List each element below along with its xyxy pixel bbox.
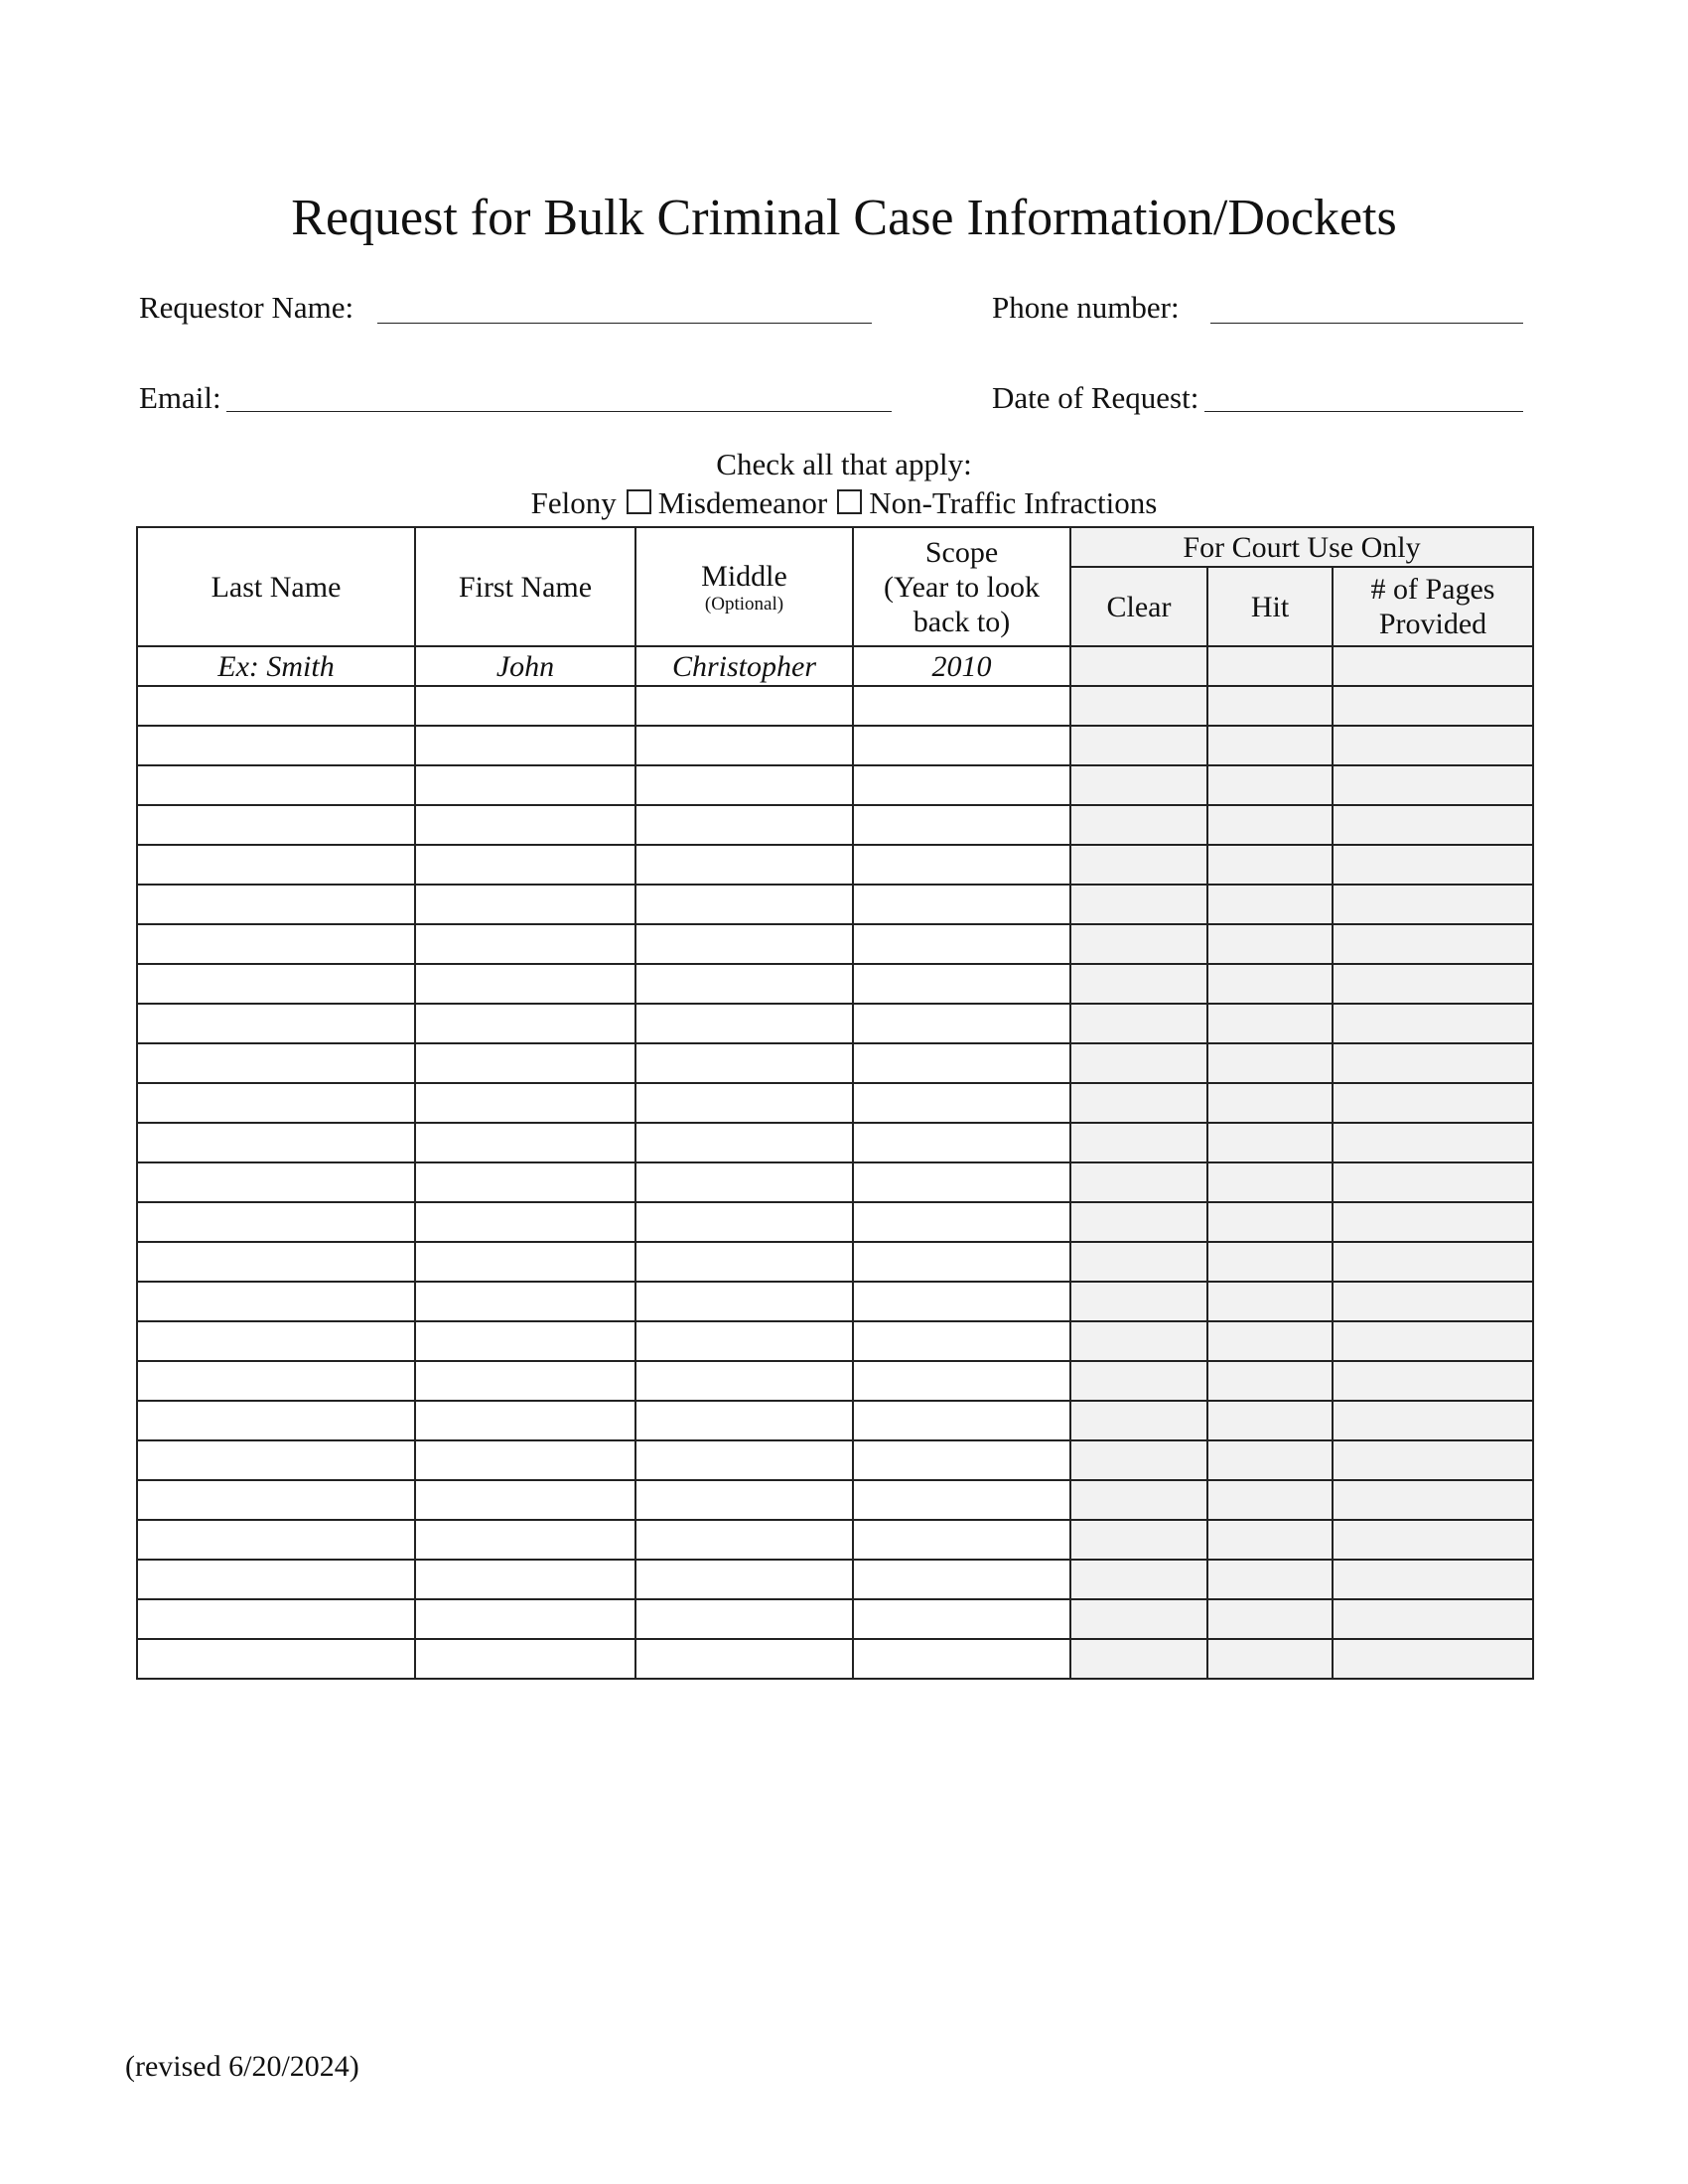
clear-cell — [1070, 1242, 1207, 1282]
first-name-cell[interactable] — [415, 1440, 635, 1480]
hit-cell — [1207, 1321, 1333, 1361]
example-scope: 2010 — [853, 646, 1070, 686]
scope-cell[interactable] — [853, 1599, 1070, 1639]
first-name-cell[interactable] — [415, 686, 635, 726]
scope-cell[interactable] — [853, 1043, 1070, 1083]
clear-cell — [1070, 1282, 1207, 1321]
last-name-cell[interactable] — [137, 845, 415, 885]
scope-cell[interactable] — [853, 805, 1070, 845]
first-name-cell[interactable] — [415, 1123, 635, 1162]
last-name-cell[interactable] — [137, 1242, 415, 1282]
clear-cell — [1070, 1083, 1207, 1123]
hit-cell — [1207, 1242, 1333, 1282]
clear-cell — [1070, 765, 1207, 805]
pages-cell — [1333, 1480, 1533, 1520]
hit-cell — [1207, 1401, 1333, 1440]
example-first-name: John — [415, 646, 635, 686]
pages-cell — [1333, 1162, 1533, 1202]
case-type-options — [0, 484, 1688, 522]
table-row — [137, 924, 1533, 964]
last-name-cell[interactable] — [137, 1043, 415, 1083]
hit-cell — [1207, 1004, 1333, 1043]
scope-cell[interactable] — [853, 1560, 1070, 1599]
pages-cell — [1333, 1043, 1533, 1083]
scope-cell[interactable] — [853, 765, 1070, 805]
scope-cell[interactable] — [853, 1083, 1070, 1123]
pages-cell — [1333, 885, 1533, 924]
phone-number-field[interactable] — [1210, 323, 1523, 324]
middle-cell[interactable] — [635, 805, 853, 845]
example-last-name: Ex: Smith — [137, 646, 415, 686]
clear-cell — [1070, 1321, 1207, 1361]
middle-cell[interactable] — [635, 1083, 853, 1123]
middle-cell[interactable] — [635, 964, 853, 1004]
pages-cell — [1333, 1599, 1533, 1639]
first-name-cell[interactable] — [415, 1639, 635, 1679]
table-row — [137, 1321, 1533, 1361]
first-name-cell[interactable] — [415, 1599, 635, 1639]
first-name-cell[interactable] — [415, 964, 635, 1004]
clear-cell — [1070, 845, 1207, 885]
felony-label: Felony — [530, 485, 617, 520]
last-name-cell[interactable] — [137, 805, 415, 845]
scope-cell[interactable] — [853, 1520, 1070, 1560]
table-row — [137, 805, 1533, 845]
header-pages-line1: # of Pages — [1370, 573, 1495, 606]
hit-cell — [1207, 1202, 1333, 1242]
first-name-cell[interactable] — [415, 1520, 635, 1560]
first-name-cell[interactable] — [415, 1242, 635, 1282]
scope-cell[interactable] — [853, 1639, 1070, 1679]
clear-cell — [1070, 1639, 1207, 1679]
hit-cell — [1207, 1520, 1333, 1560]
last-name-cell[interactable] — [137, 1599, 415, 1639]
middle-cell[interactable] — [635, 1004, 853, 1043]
scope-cell[interactable] — [853, 1004, 1070, 1043]
example-pages-cell — [1333, 646, 1533, 686]
table-row — [137, 765, 1533, 805]
first-name-cell[interactable] — [415, 765, 635, 805]
pages-cell — [1333, 726, 1533, 765]
scope-cell[interactable] — [853, 1242, 1070, 1282]
header-clear: Clear — [1070, 567, 1207, 646]
clear-cell — [1070, 726, 1207, 765]
middle-cell[interactable] — [635, 1242, 853, 1282]
clear-cell — [1070, 1202, 1207, 1242]
hit-cell — [1207, 924, 1333, 964]
middle-cell[interactable] — [635, 1282, 853, 1321]
table-row — [137, 726, 1533, 765]
clear-cell — [1070, 1004, 1207, 1043]
first-name-cell[interactable] — [415, 1401, 635, 1440]
clear-cell — [1070, 1560, 1207, 1599]
revised-date: (revised 6/20/2024) — [125, 2050, 359, 2083]
email-field[interactable] — [226, 411, 892, 412]
table-row — [137, 845, 1533, 885]
date-of-request-label: Date of Request: — [992, 380, 1199, 415]
header-middle-note: (Optional) — [704, 593, 784, 614]
scope-cell[interactable] — [853, 726, 1070, 765]
example-row — [137, 646, 1533, 686]
non-traffic-infractions-checkbox[interactable] — [837, 489, 862, 514]
scope-cell[interactable] — [853, 1321, 1070, 1361]
table-row — [137, 1480, 1533, 1520]
hit-cell — [1207, 686, 1333, 726]
table-row — [137, 1202, 1533, 1242]
hit-cell — [1207, 1043, 1333, 1083]
table-row — [137, 1043, 1533, 1083]
first-name-cell[interactable] — [415, 1282, 635, 1321]
pages-cell — [1333, 1560, 1533, 1599]
header-scope-line1: Scope — [924, 535, 999, 569]
misdemeanor-checkbox[interactable] — [627, 489, 651, 514]
clear-cell — [1070, 1162, 1207, 1202]
pages-cell — [1333, 924, 1533, 964]
last-name-cell[interactable] — [137, 1083, 415, 1123]
example-middle: Christopher — [635, 646, 853, 686]
last-name-cell[interactable] — [137, 1282, 415, 1321]
table-row — [137, 1361, 1533, 1401]
first-name-cell[interactable] — [415, 845, 635, 885]
email-label: Email: — [139, 380, 221, 415]
table-row — [137, 964, 1533, 1004]
hit-cell — [1207, 845, 1333, 885]
header-pages-provided — [1333, 567, 1533, 646]
example-hit-cell — [1207, 646, 1333, 686]
non-traffic-infractions-label: Non-Traffic Infractions — [869, 485, 1158, 520]
hit-cell — [1207, 1083, 1333, 1123]
last-name-cell[interactable] — [137, 765, 415, 805]
scope-cell[interactable] — [853, 964, 1070, 1004]
hit-cell — [1207, 1440, 1333, 1480]
scope-cell[interactable] — [853, 1162, 1070, 1202]
clear-cell — [1070, 885, 1207, 924]
table-row — [137, 1520, 1533, 1560]
scope-cell[interactable] — [853, 845, 1070, 885]
table-row — [137, 1282, 1533, 1321]
first-name-cell[interactable] — [415, 1202, 635, 1242]
first-name-cell[interactable] — [415, 924, 635, 964]
header-scope-line3: back to) — [913, 605, 1011, 638]
hit-cell — [1207, 1282, 1333, 1321]
table-row — [137, 1123, 1533, 1162]
middle-cell[interactable] — [635, 1123, 853, 1162]
middle-cell[interactable] — [635, 1440, 853, 1480]
last-name-cell[interactable] — [137, 1480, 415, 1520]
clear-cell — [1070, 805, 1207, 845]
clear-cell — [1070, 1043, 1207, 1083]
middle-cell[interactable] — [635, 1639, 853, 1679]
last-name-cell[interactable] — [137, 924, 415, 964]
header-court-use-only: For Court Use Only — [1070, 527, 1533, 567]
clear-cell — [1070, 686, 1207, 726]
last-name-cell[interactable] — [137, 1639, 415, 1679]
last-name-cell[interactable] — [137, 1440, 415, 1480]
pages-cell — [1333, 1282, 1533, 1321]
last-name-cell[interactable] — [137, 1361, 415, 1401]
clear-cell — [1070, 1599, 1207, 1639]
first-name-cell[interactable] — [415, 726, 635, 765]
table-row — [137, 1083, 1533, 1123]
scope-cell[interactable] — [853, 686, 1070, 726]
phone-number-label: Phone number: — [992, 290, 1180, 325]
clear-cell — [1070, 924, 1207, 964]
table-row — [137, 1162, 1533, 1202]
table-row — [137, 1440, 1533, 1480]
last-name-cell[interactable] — [137, 726, 415, 765]
middle-cell[interactable] — [635, 726, 853, 765]
pages-cell — [1333, 1440, 1533, 1480]
hit-cell — [1207, 1480, 1333, 1520]
scope-cell[interactable] — [853, 1361, 1070, 1401]
middle-cell[interactable] — [635, 1520, 853, 1560]
last-name-cell[interactable] — [137, 964, 415, 1004]
table-row — [137, 1401, 1533, 1440]
header-last-name: Last Name — [137, 527, 415, 646]
table-row — [137, 885, 1533, 924]
last-name-cell[interactable] — [137, 1520, 415, 1560]
clear-cell — [1070, 1123, 1207, 1162]
scope-cell[interactable] — [853, 1440, 1070, 1480]
pages-cell — [1333, 1083, 1533, 1123]
middle-cell[interactable] — [635, 1599, 853, 1639]
first-name-cell[interactable] — [415, 1083, 635, 1123]
header-scope-line2: (Year to look — [884, 570, 1040, 604]
header-middle-label: Middle — [701, 559, 787, 593]
last-name-cell[interactable] — [137, 1560, 415, 1599]
pages-cell — [1333, 1639, 1533, 1679]
hit-cell — [1207, 765, 1333, 805]
hit-cell — [1207, 1361, 1333, 1401]
scope-cell[interactable] — [853, 1282, 1070, 1321]
hit-cell — [1207, 805, 1333, 845]
header-middle — [635, 527, 853, 646]
last-name-cell[interactable] — [137, 1202, 415, 1242]
hit-cell — [1207, 964, 1333, 1004]
pages-cell — [1333, 964, 1533, 1004]
middle-cell[interactable] — [635, 924, 853, 964]
pages-cell — [1333, 686, 1533, 726]
table-row — [137, 686, 1533, 726]
pages-cell — [1333, 805, 1533, 845]
last-name-cell[interactable] — [137, 885, 415, 924]
header-first-name: First Name — [415, 527, 635, 646]
hit-cell — [1207, 1560, 1333, 1599]
pages-cell — [1333, 1123, 1533, 1162]
first-name-cell[interactable] — [415, 885, 635, 924]
clear-cell — [1070, 1480, 1207, 1520]
scope-cell[interactable] — [853, 1202, 1070, 1242]
clear-cell — [1070, 1520, 1207, 1560]
pages-cell — [1333, 765, 1533, 805]
scope-cell[interactable] — [853, 1401, 1070, 1440]
first-name-cell[interactable] — [415, 1043, 635, 1083]
first-name-cell[interactable] — [415, 1004, 635, 1043]
header-hit: Hit — [1207, 567, 1333, 646]
hit-cell — [1207, 1639, 1333, 1679]
table-row — [137, 1599, 1533, 1639]
names-table — [136, 526, 1534, 1680]
pages-cell — [1333, 1361, 1533, 1401]
example-clear-cell — [1070, 646, 1207, 686]
last-name-cell[interactable] — [137, 1162, 415, 1202]
pages-cell — [1333, 1321, 1533, 1361]
requestor-name-label: Requestor Name: — [139, 290, 354, 325]
misdemeanor-label: Misdemeanor — [657, 485, 828, 520]
pages-cell — [1333, 1401, 1533, 1440]
first-name-cell[interactable] — [415, 1321, 635, 1361]
pages-cell — [1333, 1202, 1533, 1242]
first-name-cell[interactable] — [415, 1162, 635, 1202]
date-of-request-field[interactable] — [1204, 411, 1523, 412]
clear-cell — [1070, 1401, 1207, 1440]
table-row — [137, 1560, 1533, 1599]
middle-cell[interactable] — [635, 1202, 853, 1242]
hit-cell — [1207, 1162, 1333, 1202]
requestor-name-field[interactable] — [377, 323, 872, 324]
clear-cell — [1070, 1440, 1207, 1480]
middle-cell[interactable] — [635, 1480, 853, 1520]
pages-cell — [1333, 1004, 1533, 1043]
middle-cell[interactable] — [635, 1321, 853, 1361]
clear-cell — [1070, 1361, 1207, 1401]
scope-cell[interactable] — [853, 1123, 1070, 1162]
first-name-cell[interactable] — [415, 1361, 635, 1401]
scope-cell[interactable] — [853, 885, 1070, 924]
hit-cell — [1207, 1123, 1333, 1162]
table-row — [137, 1639, 1533, 1679]
middle-cell[interactable] — [635, 765, 853, 805]
hit-cell — [1207, 726, 1333, 765]
middle-cell[interactable] — [635, 1361, 853, 1401]
last-name-cell[interactable] — [137, 686, 415, 726]
middle-cell[interactable] — [635, 686, 853, 726]
table-row — [137, 1004, 1533, 1043]
table-body — [137, 646, 1533, 1679]
middle-cell[interactable] — [635, 845, 853, 885]
last-name-cell[interactable] — [137, 1123, 415, 1162]
table-row — [137, 1242, 1533, 1282]
check-all-prompt: Check all that apply: — [716, 447, 972, 481]
pages-cell — [1333, 1520, 1533, 1560]
last-name-cell[interactable] — [137, 1321, 415, 1361]
first-name-cell[interactable] — [415, 1560, 635, 1599]
clear-cell — [1070, 964, 1207, 1004]
pages-cell — [1333, 1242, 1533, 1282]
middle-cell[interactable] — [635, 1043, 853, 1083]
header-scope — [853, 527, 1070, 646]
pages-cell — [1333, 845, 1533, 885]
header-pages-line2: Provided — [1378, 608, 1487, 640]
first-name-cell[interactable] — [415, 805, 635, 845]
middle-cell[interactable] — [635, 885, 853, 924]
scope-cell[interactable] — [853, 924, 1070, 964]
middle-cell[interactable] — [635, 1560, 853, 1599]
hit-cell — [1207, 1599, 1333, 1639]
middle-cell[interactable] — [635, 1162, 853, 1202]
form-title: Request for Bulk Criminal Case Information/Dockets — [291, 190, 1397, 246]
last-name-cell[interactable] — [137, 1401, 415, 1440]
last-name-cell[interactable] — [137, 1004, 415, 1043]
first-name-cell[interactable] — [415, 1480, 635, 1520]
scope-cell[interactable] — [853, 1480, 1070, 1520]
middle-cell[interactable] — [635, 1401, 853, 1440]
hit-cell — [1207, 885, 1333, 924]
